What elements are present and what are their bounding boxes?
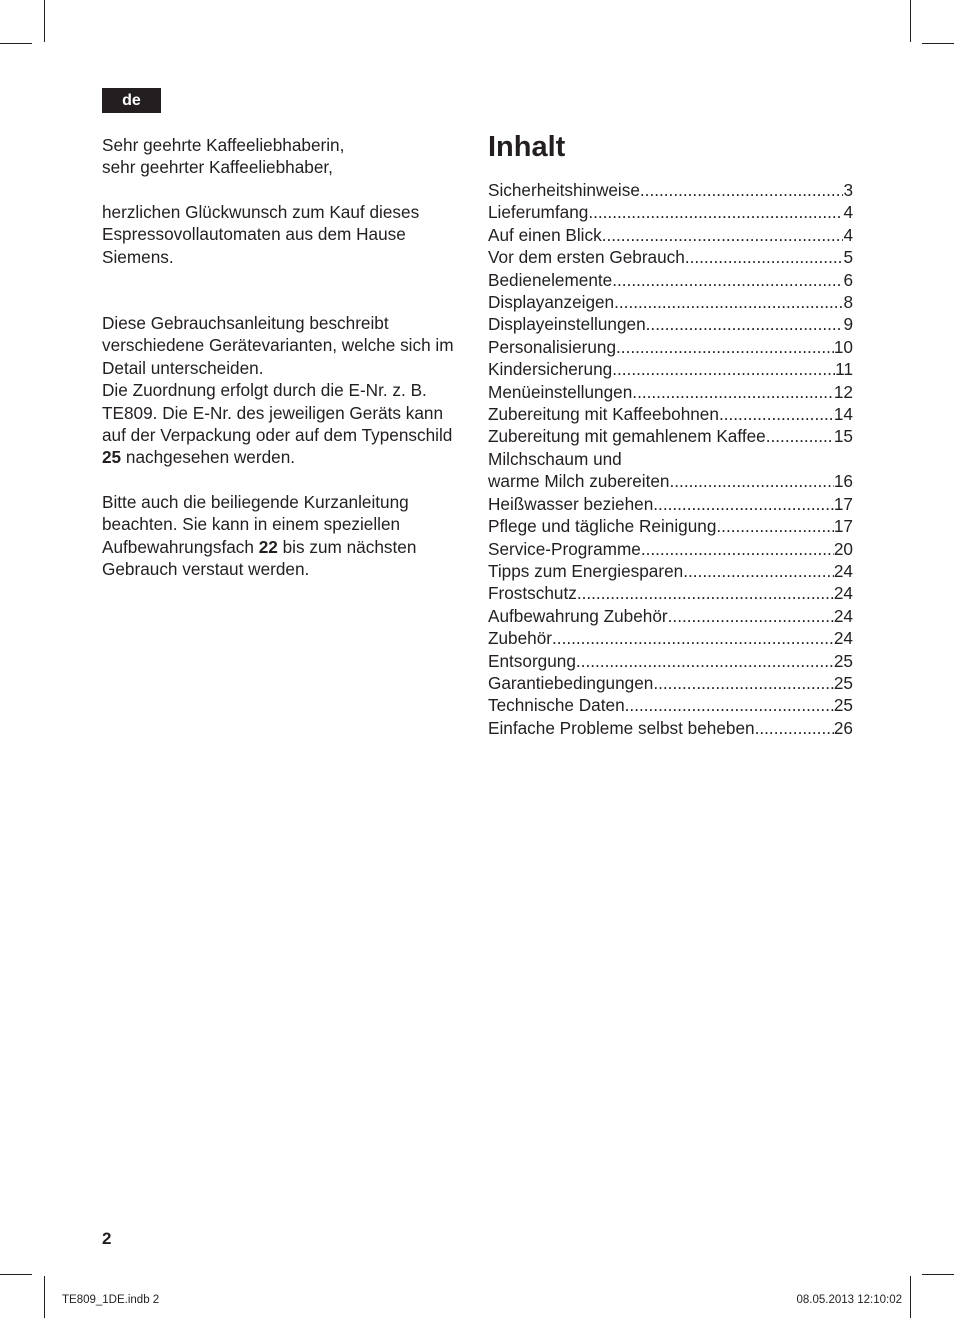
- toc-entry[interactable]: [488, 336, 853, 358]
- toc-entry-title: Technische Daten: [488, 695, 625, 716]
- toc-leader-dots: [653, 672, 834, 694]
- toc-entry-page: 17: [833, 493, 853, 514]
- toc-entry-title: Lieferumfang: [488, 202, 589, 223]
- toc-leader-dots: [683, 560, 834, 582]
- greeting-line: Sehr geehrte Kaffeeliebhaberin,: [102, 135, 345, 155]
- toc-entry[interactable]: [488, 694, 853, 716]
- rating-plate-ref: 25: [102, 447, 122, 468]
- toc-entry[interactable]: [488, 515, 853, 537]
- toc-entry-page: 20: [833, 538, 853, 559]
- crop-mark: [0, 1274, 32, 1275]
- toc-entry-title: Zubehör: [488, 628, 553, 649]
- toc-entry[interactable]: [488, 672, 853, 694]
- toc-entry-title: Menüeinstellungen: [488, 381, 633, 402]
- toc-entry-title: Entsorgung: [488, 650, 576, 671]
- toc-leader-dots: [612, 269, 843, 291]
- crop-mark: [0, 43, 32, 44]
- toc-entry-title: Personalisierung: [488, 336, 617, 357]
- toc-entry-page: 15: [833, 426, 853, 447]
- toc-entry-page: 16: [833, 471, 853, 492]
- toc-entry[interactable]: [488, 650, 853, 672]
- storage-compartment-ref: 22: [258, 536, 278, 557]
- toc-entry-title: Milchschaum und: [488, 448, 622, 469]
- toc-entry-page: 11: [835, 359, 853, 380]
- toc-entry-title: Heißwasser beziehen: [488, 493, 654, 514]
- toc-leader-dots: [646, 313, 844, 335]
- table-of-contents: [488, 128, 853, 739]
- intro-text: [102, 134, 464, 581]
- toc-entry-title: Tipps zum Energiesparen: [488, 560, 684, 581]
- greeting-line: sehr geehrter Kaffeeliebhaber,: [102, 157, 333, 178]
- toc-entry-title: Service-Programme: [488, 538, 641, 559]
- toc-entry[interactable]: [488, 291, 853, 313]
- toc-leader-dots: [685, 246, 844, 268]
- toc-entry-page: 24: [833, 628, 853, 649]
- crop-mark: [922, 1274, 954, 1275]
- toc-entry[interactable]: [488, 538, 853, 560]
- congratulations-paragraph: herzlichen Glückwunsch zum Kauf dieses Espressovollautomaten aus dem Hause Siemens.: [102, 201, 420, 267]
- toc-entry-title: Kindersicherung: [488, 359, 613, 380]
- toc-entry-page: 3: [843, 180, 853, 200]
- toc-entry-page: 17: [833, 516, 853, 537]
- toc-entry-title: Aufbewahrung Zubehör: [488, 605, 668, 626]
- toc-entry[interactable]: [488, 470, 853, 492]
- toc-entry-title: Displayeinstellungen: [488, 314, 646, 335]
- toc-entry-page: 25: [833, 672, 853, 693]
- toc-leader-dots: [602, 224, 844, 246]
- toc-entry-page: 24: [833, 605, 853, 626]
- toc-leader-dots: [719, 403, 834, 425]
- toc-leader-dots: [716, 515, 833, 537]
- toc-entry-title: Vor dem ersten Gebrauch: [488, 247, 685, 268]
- toc-leader-dots: [670, 470, 834, 492]
- toc-entry[interactable]: [488, 605, 853, 627]
- toc-entry[interactable]: [488, 224, 853, 246]
- toc-leader-dots: [588, 201, 843, 223]
- toc-entry-title: Einfache Probleme selbst beheben: [488, 717, 755, 738]
- crop-mark: [44, 1276, 45, 1318]
- toc-leader-dots: [616, 336, 834, 358]
- toc-entry-title: Bedienelemente: [488, 269, 613, 290]
- footer-timestamp: 08.05.2013 12:10:02: [796, 1294, 902, 1306]
- crop-mark: [910, 0, 911, 42]
- toc-entry-page: 10: [833, 336, 853, 357]
- toc-entry[interactable]: [488, 425, 853, 447]
- toc-entry[interactable]: [488, 358, 853, 380]
- toc-leader-dots: [668, 605, 834, 627]
- toc-entry-page: 14: [833, 404, 853, 425]
- toc-entry-page: 6: [843, 269, 853, 290]
- toc-entry[interactable]: [488, 560, 853, 582]
- toc-leader-dots: [641, 538, 834, 560]
- toc-entry-page: 26: [833, 717, 853, 738]
- toc-leader-dots: [612, 358, 835, 380]
- page-number: 2: [102, 1229, 112, 1248]
- short-guide-paragraph: Bitte auch die beiliegende Kurzanleitung beachten. Sie kann in einem speziellen Aufbewahrungsfach 22 bis zum nächsten Gebrauch verstaut werden.: [102, 491, 417, 580]
- toc-entry-title: Garantiebedingungen: [488, 672, 654, 693]
- toc-entry-title: Sicherheitshinweise: [488, 180, 640, 200]
- footer-filename: TE809_1DE.indb 2: [62, 1294, 160, 1306]
- toc-leader-dots: [755, 717, 834, 739]
- toc-leader-dots: [640, 179, 844, 201]
- toc-entry[interactable]: [488, 627, 853, 649]
- toc-entry[interactable]: [488, 582, 853, 604]
- crop-mark: [910, 1276, 911, 1318]
- crop-mark: [44, 0, 45, 42]
- toc-entry-page: 25: [833, 695, 853, 716]
- toc-entry-page: 12: [833, 381, 853, 402]
- toc-entry[interactable]: [488, 313, 853, 335]
- toc-entry-page: 24: [833, 560, 853, 581]
- toc-entry-title: Zubereitung mit Kaffeebohnen: [488, 404, 719, 425]
- toc-entry-page: 4: [843, 202, 853, 223]
- toc-entry[interactable]: [488, 179, 853, 201]
- variants-paragraph: Diese Gebrauchsanleitung beschreibt verschiedene Gerätevarianten, welche sich im Detail unterscheiden.: [102, 313, 454, 378]
- language-tag: de: [102, 88, 161, 113]
- toc-entry[interactable]: [488, 403, 853, 425]
- toc-entry-page: 5: [843, 247, 853, 268]
- toc-entry[interactable]: [488, 246, 853, 268]
- toc-entry-title: Zubereitung mit gemahlenem Kaffee: [488, 426, 766, 447]
- toc-leader-dots: [614, 291, 843, 313]
- variants-paragraph: Die Zuordnung erfolgt durch die E-Nr. z. B. TE809. Die E-Nr. des jeweiligen Geräts kann auf der Verpackung oder auf dem Typenschild 25 nachgesehen werden.: [102, 380, 453, 468]
- toc-leader-dots: [625, 694, 834, 716]
- toc-entry-page: 25: [833, 650, 853, 671]
- toc-entry-page: 8: [843, 292, 853, 313]
- toc-leader-dots: [552, 627, 834, 649]
- toc-entry[interactable]: [488, 201, 853, 223]
- toc-leader-dots: [576, 650, 834, 672]
- toc-entry[interactable]: [488, 493, 853, 515]
- toc-entry[interactable]: [488, 717, 853, 739]
- toc-title: Inhalt: [488, 131, 566, 163]
- toc-entry[interactable]: [488, 381, 853, 403]
- toc-entry-title: warme Milch zubereiten: [488, 471, 670, 492]
- toc-entry-title: Displayanzeigen: [488, 292, 615, 313]
- toc-leader-dots: [577, 582, 834, 604]
- toc-entry-title: Auf einen Blick: [488, 224, 602, 245]
- toc-entry[interactable]: [488, 448, 853, 470]
- toc-entry-page: 24: [833, 583, 853, 604]
- toc-entry-page: 9: [843, 314, 853, 335]
- toc-list: [488, 179, 853, 739]
- toc-entry[interactable]: [488, 269, 853, 291]
- toc-leader-dots: [632, 381, 834, 403]
- toc-leader-dots: [653, 493, 834, 515]
- toc-entry-title: Frostschutz: [488, 583, 577, 604]
- toc-entry-page: 4: [843, 224, 853, 245]
- crop-mark: [922, 43, 954, 44]
- toc-leader-dots: [766, 425, 834, 447]
- toc-entry-title: Pflege und tägliche Reinigung: [488, 516, 717, 537]
